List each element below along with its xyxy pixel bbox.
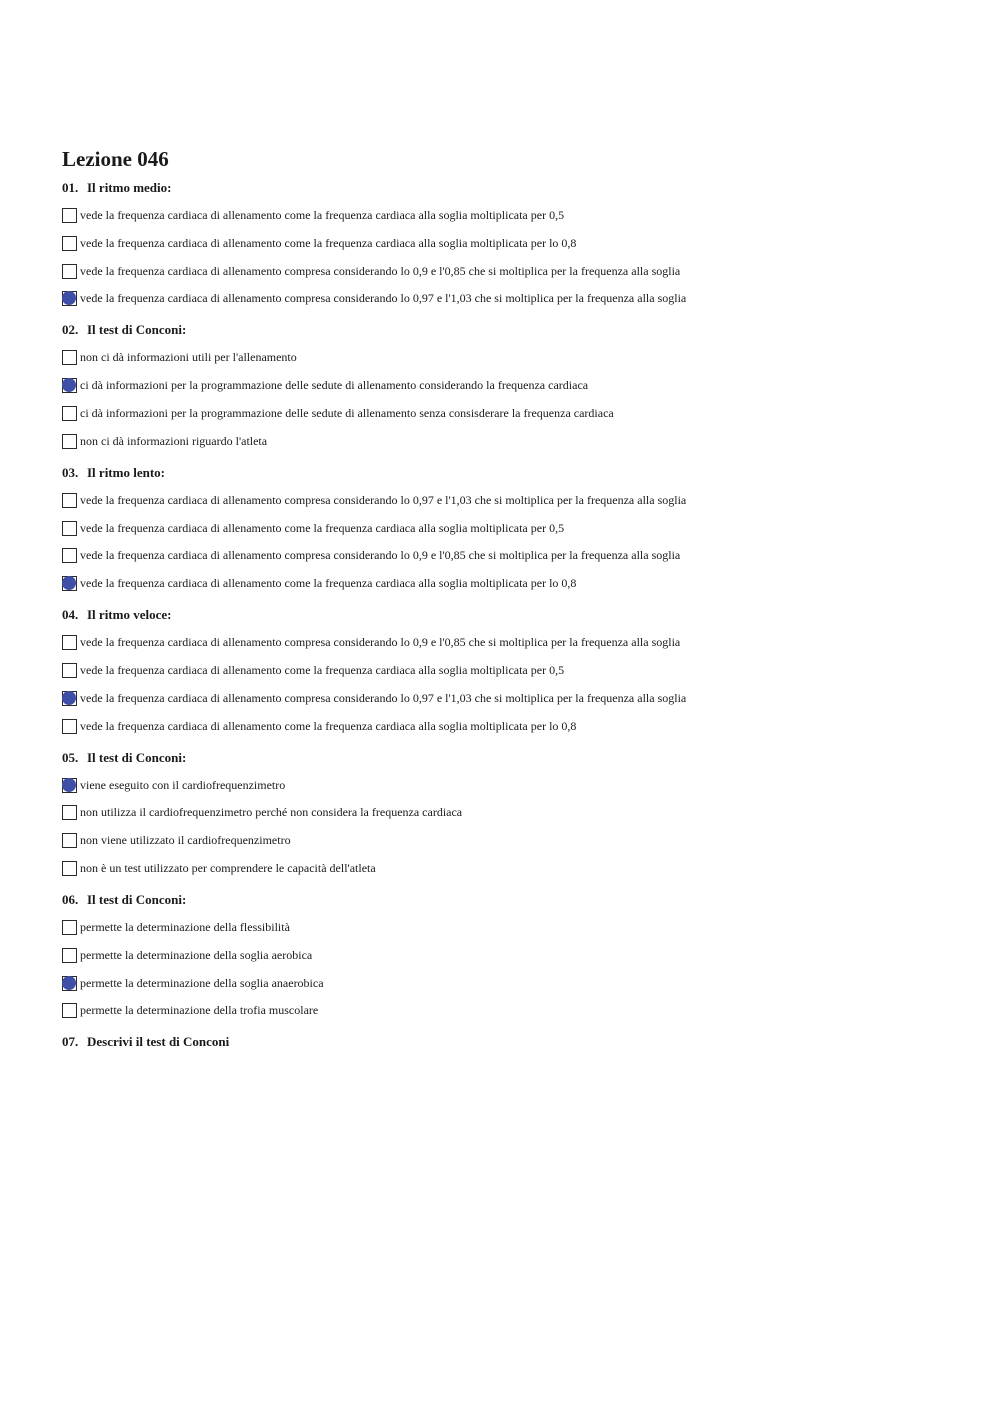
checkbox[interactable] (62, 548, 77, 563)
answer-option[interactable] (62, 919, 962, 935)
checked-checkbox[interactable] (62, 291, 77, 306)
answer-option[interactable] (62, 690, 962, 706)
answer-option[interactable] (62, 832, 962, 848)
answer-option[interactable] (62, 290, 962, 306)
question-text: Il ritmo lento: (87, 464, 165, 480)
answer-option-label: vede la frequenza cardiaca di allenamento come la frequenza cardiaca alla soglia moltiplicata per lo 0,8 (80, 235, 577, 250)
answer-option-label: vede la frequenza cardiaca di allenamento come la frequenza cardiaca alla soglia moltiplicata per 0,5 (80, 208, 565, 222)
answer-option-label: vede la frequenza cardiaca di allenamento compresa considerando lo 0,97 e l'1,03 che si moltiplica per la frequenza alla soglia (80, 492, 687, 507)
question-heading (62, 180, 962, 196)
question-text: Il ritmo medio: (87, 180, 172, 195)
checkbox[interactable] (62, 236, 77, 251)
answer-option-label: vede la frequenza cardiaca di allenamento come la frequenza cardiaca alla soglia moltiplicata per 0,5 (80, 662, 565, 677)
answer-option-label: permette la determinazione della flessibilità (80, 919, 290, 934)
question-4 (62, 607, 962, 733)
checked-checkbox[interactable] (62, 778, 77, 793)
answer-option-label: non ci dà informazioni utili per l'allenamento (80, 350, 297, 365)
answer-option-label: vede la frequenza cardiaca di allenamento compresa considerando lo 0,97 e l'1,03 che si moltiplica per la frequenza alla soglia (80, 690, 687, 705)
answer-option[interactable] (62, 207, 962, 223)
selected-dot-icon (62, 378, 76, 392)
answer-option-label: vede la frequenza cardiaca di allenamento compresa considerando lo 0,9 e l'0,85 che si moltiplica per la frequenza alla soglia (80, 548, 681, 563)
answer-option[interactable] (62, 634, 962, 650)
answer-option-label: ci dà informazioni per la programmazione delle sedute di allenamento considerando la frequenza cardiaca (80, 378, 589, 393)
answer-option[interactable] (62, 547, 962, 563)
question-heading (62, 892, 962, 908)
question-number: 02. (62, 322, 79, 338)
question-number: 05. (62, 749, 79, 765)
answer-option[interactable] (62, 804, 962, 820)
answer-option-label: permette la determinazione della soglia aerobica (80, 947, 313, 962)
answer-option[interactable] (62, 718, 962, 734)
checkbox[interactable] (62, 493, 77, 508)
checkbox[interactable] (62, 663, 77, 678)
checkbox[interactable] (62, 635, 77, 650)
answer-option-label: viene eseguito con il cardiofrequenzimetro (80, 777, 286, 792)
answer-option-label: ci dà informazioni per la programmazione delle sedute di allenamento senza consisderare la frequenza cardiaca (80, 405, 614, 420)
checkbox[interactable] (62, 406, 77, 421)
answer-option[interactable] (62, 349, 962, 365)
answer-option[interactable] (62, 777, 962, 793)
question-heading (62, 322, 962, 338)
checkbox[interactable] (62, 920, 77, 935)
answer-option[interactable] (62, 235, 962, 251)
checkbox[interactable] (62, 434, 77, 449)
answer-option-label: vede la frequenza cardiaca di allenamento compresa considerando lo 0,9 e l'0,85 che si moltiplica per la frequenza alla soglia (80, 635, 681, 650)
answer-option-label: non viene utilizzato il cardiofrequenzimetro (80, 833, 291, 848)
question-1 (62, 180, 962, 306)
answer-option[interactable] (62, 520, 962, 536)
answer-option-label: permette la determinazione della soglia anaerobica (80, 975, 324, 990)
question-text: Il test di Conconi: (87, 322, 187, 338)
question-number: 06. (62, 891, 79, 907)
answer-option-label: vede la frequenza cardiaca di allenamento compresa considerando lo 0,9 e l'0,85 che si moltiplica per la frequenza alla soglia (80, 263, 681, 278)
question-number: 01. (62, 180, 79, 195)
answer-option[interactable] (62, 433, 962, 449)
answer-option[interactable] (62, 947, 962, 963)
selected-dot-icon (62, 778, 76, 792)
checkbox[interactable] (62, 948, 77, 963)
answer-option-label: non ci dà informazioni riguardo l'atleta (80, 433, 268, 448)
question-2 (62, 322, 962, 448)
answer-option[interactable] (62, 1002, 962, 1018)
answer-option-label: non utilizza il cardiofrequenzimetro perché non considera la frequenza cardiaca (80, 805, 463, 820)
question-number: 07. (62, 1034, 79, 1050)
checkbox[interactable] (62, 805, 77, 820)
checkbox[interactable] (62, 208, 77, 223)
checked-checkbox[interactable] (62, 976, 77, 991)
question-list (62, 180, 962, 1050)
question-number: 04. (62, 607, 79, 623)
checkbox[interactable] (62, 264, 77, 279)
question-heading (62, 607, 962, 623)
selected-dot-icon (62, 576, 76, 590)
question-7 (62, 1034, 962, 1050)
answer-option[interactable] (62, 975, 962, 991)
question-text: Descrivi il test di Conconi (87, 1034, 230, 1050)
question-text: Il test di Conconi: (87, 749, 187, 765)
answer-option-label: vede la frequenza cardiaca di allenamento come la frequenza cardiaca alla soglia moltiplicata per lo 0,8 (80, 576, 577, 591)
checkbox[interactable] (62, 719, 77, 734)
lesson-title: Lezione 046 (62, 147, 169, 171)
checked-checkbox[interactable] (62, 378, 77, 393)
answer-option[interactable] (62, 860, 962, 876)
checkbox[interactable] (62, 1003, 77, 1018)
question-heading (62, 1034, 962, 1050)
answer-option-label: vede la frequenza cardiaca di allenamento come la frequenza cardiaca alla soglia moltiplicata per lo 0,8 (80, 718, 577, 733)
answer-option[interactable] (62, 377, 962, 393)
answer-option-label: permette la determinazione della trofia muscolare (80, 1003, 319, 1018)
question-text: Il ritmo veloce: (87, 607, 172, 623)
checkbox[interactable] (62, 861, 77, 876)
answer-option-label: non è un test utilizzato per comprendere le capacità dell'atleta (80, 860, 376, 875)
question-heading (62, 750, 962, 766)
selected-dot-icon (62, 691, 76, 705)
question-heading (62, 465, 962, 481)
question-5 (62, 750, 962, 876)
answer-option[interactable] (62, 492, 962, 508)
answer-option[interactable] (62, 662, 962, 678)
selected-dot-icon (62, 291, 76, 305)
answer-option-label: vede la frequenza cardiaca di allenamento come la frequenza cardiaca alla soglia moltiplicata per 0,5 (80, 520, 565, 535)
question-3 (62, 465, 962, 591)
answer-option[interactable] (62, 263, 962, 279)
question-number: 03. (62, 464, 79, 480)
answer-option[interactable] (62, 405, 962, 421)
checked-checkbox[interactable] (62, 691, 77, 706)
answer-option[interactable] (62, 575, 962, 591)
question-text: Il test di Conconi: (87, 891, 187, 907)
checked-checkbox[interactable] (62, 576, 77, 591)
checkbox[interactable] (62, 833, 77, 848)
checkbox[interactable] (62, 521, 77, 536)
selected-dot-icon (62, 976, 76, 990)
question-6 (62, 892, 962, 1018)
answer-option-label: vede la frequenza cardiaca di allenamento compresa considerando lo 0,97 e l'1,03 che si moltiplica per la frequenza alla soglia (80, 291, 687, 306)
checkbox[interactable] (62, 350, 77, 365)
quiz-page (62, 147, 962, 1061)
